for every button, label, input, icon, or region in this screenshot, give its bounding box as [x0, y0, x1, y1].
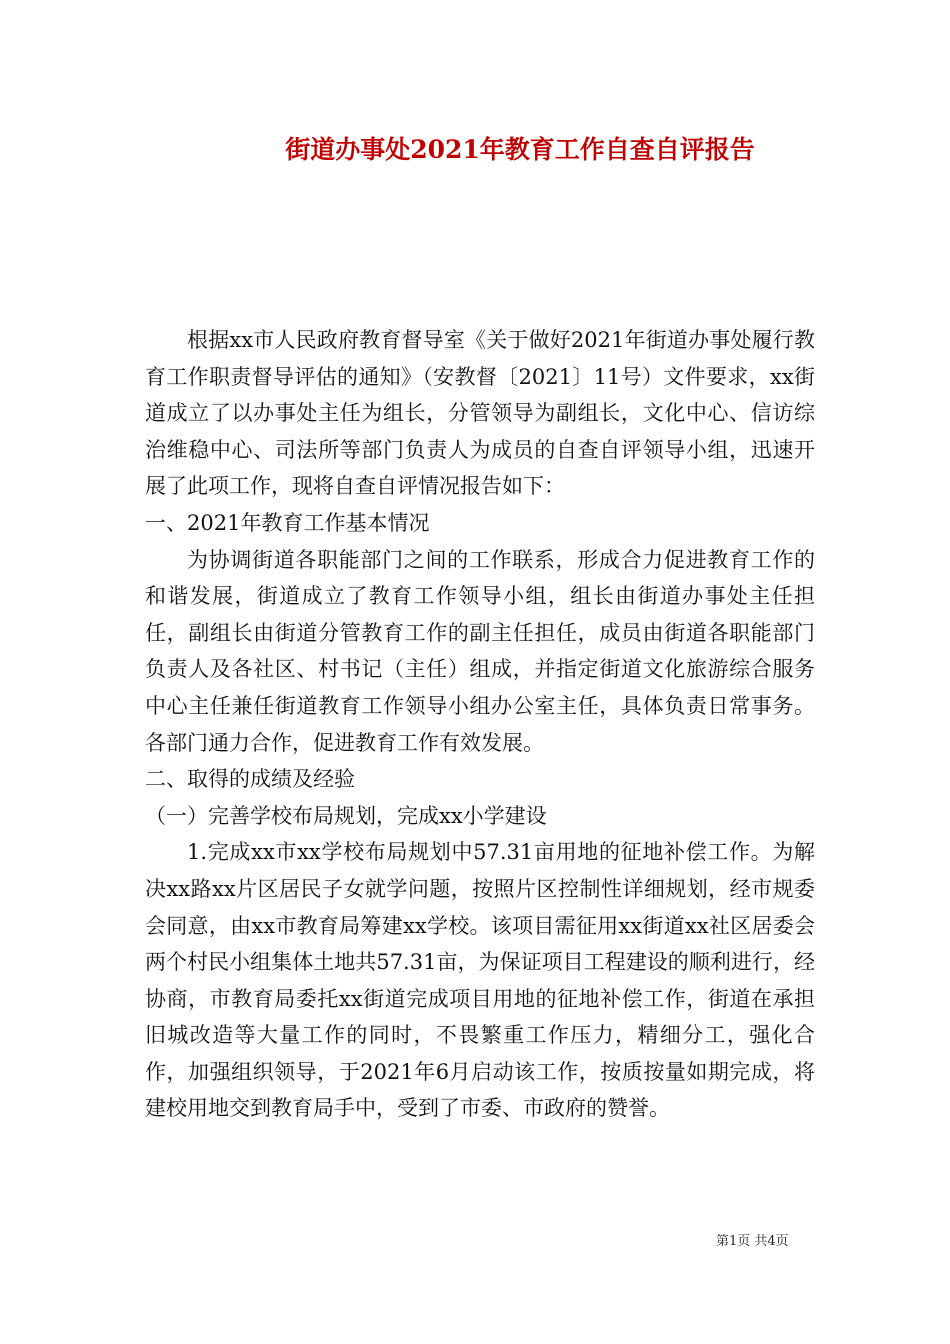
section-heading-1: 一、2021年教育工作基本情况 — [145, 510, 430, 535]
section-1-paragraph: 为协调街道各职能部门之间的工作联系，形成合力促进教育工作的和谐发展，街道成立了教育工作领导小组，组长由街道办事处主任担任，副组长由街道分管教育工作的副主任担任，成员由街道各职能部门负责人及各社区、村书记（主任）组成，并指定街道文化旅游综合服务中心主任兼任街道教育工作领导小组办公室主任，具体负责日常事务。各部门通力合作，促进教育工作有效发展。 — [145, 547, 815, 755]
page-number-footer: 第1页 共4页 — [716, 1234, 789, 1249]
document-title: 街道办事处2021年教育工作自查自评报告 — [285, 135, 755, 164]
subsection-1-paragraph: 1.完成xx市xx学校布局规划中57.31亩用地的征地补偿工作。为解决xx路xx片区居民子女就学问题，按照片区控制性详细规划，经市规委会同意，由xx市教育局筹建xx学校。该项目需征用xx街道xx社区居委会两个村民小组集体土地共57.31亩，为保证项目工程建设的顺利进行，经协商，市教育局委托xx街道完成项目用地的征地补偿工作，街道在承担旧城改造等大量工作的同时，不畏繁重工作压力，精细分工，强化合作，加强组织领导，于2021年6月启动该工作，按质按量如期完成，将建校用地交到教育局手中，受到了市委、市政府的赞誉。 — [145, 840, 815, 1121]
intro-paragraph: 根据xx市人民政府教育督导室《关于做好2021年街道办事处履行教育工作职责督导评估的通知》（安教督〔2021〕11号）文件要求，xx街道成立了以办事处主任为组长，分管领导为副组长，文化中心、信访综治维稳中心、司法所等部门负责人为成员的自查自评领导小组，迅速开展了此项工作，现将自查自评情况报告如下： — [145, 328, 815, 499]
subsection-heading-1: （一）完善学校布局规划，完成xx小学建设 — [145, 803, 547, 828]
section-heading-2: 二、取得的成绩及经验 — [145, 767, 355, 792]
document-body — [145, 322, 815, 1127]
